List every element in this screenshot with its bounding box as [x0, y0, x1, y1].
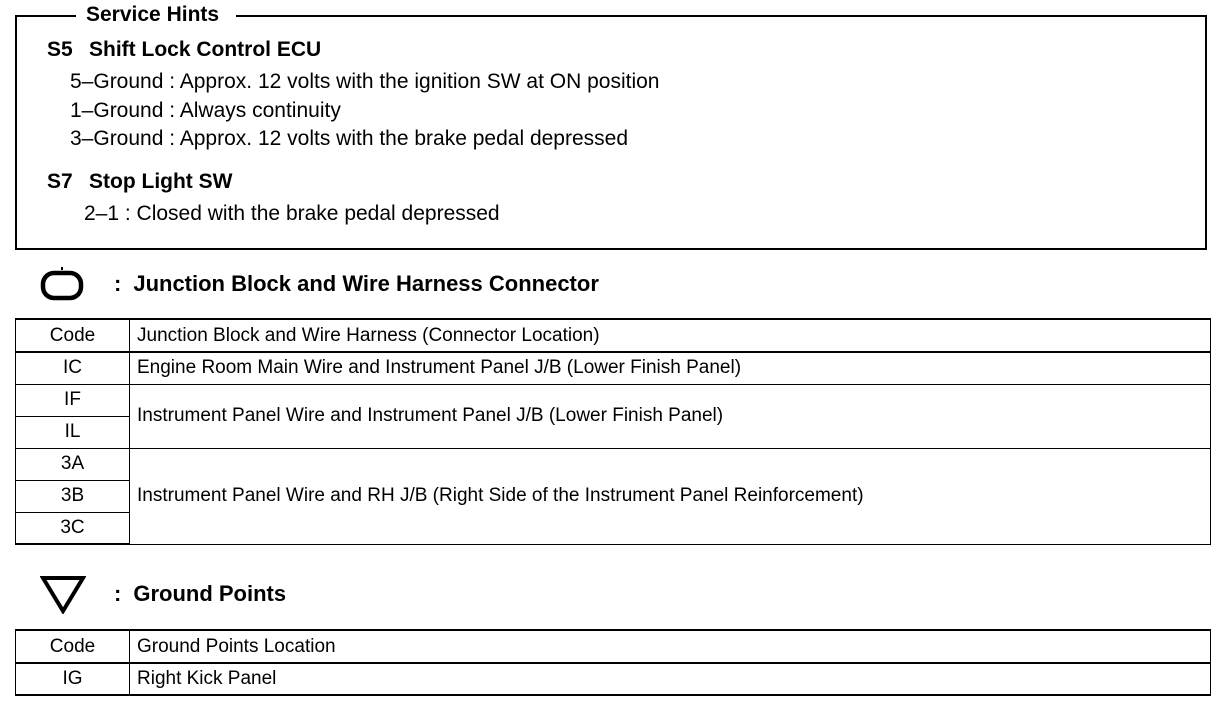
hint-line: 1–Ground : Always continuity	[70, 99, 341, 122]
table-row	[16, 663, 1211, 695]
code-cell: 3A	[16, 448, 130, 480]
table-row	[16, 448, 1211, 480]
desc-cell: Right Kick Panel	[130, 663, 1211, 695]
code-cell: IF	[16, 384, 130, 416]
column-header-desc: Junction Block and Wire Harness (Connector Location)	[130, 319, 1211, 352]
hint-line: 2–1 : Closed with the brake pedal depressed	[84, 202, 500, 225]
desc-cell: Instrument Panel Wire and Instrument Panel J/B (Lower Finish Panel)	[130, 384, 1211, 448]
desc-cell: Engine Room Main Wire and Instrument Panel J/B (Lower Finish Panel)	[130, 352, 1211, 384]
table-row	[16, 352, 1211, 384]
junction-table	[15, 318, 1211, 545]
code-cell: IL	[16, 416, 130, 448]
component-s5-heading	[47, 38, 321, 62]
ground-section-title: Ground Points	[133, 581, 287, 606]
junction-section-header	[40, 264, 599, 304]
ground-table	[15, 629, 1211, 696]
service-hints-title: Service Hints	[76, 3, 236, 27]
column-header-desc: Ground Points Location	[130, 630, 1211, 663]
hint-line: 5–Ground : Approx. 12 volts with the ignition SW at ON position	[70, 70, 660, 93]
section-colon: :	[114, 271, 122, 296]
junction-section-title: Junction Block and Wire Harness Connector	[133, 271, 599, 296]
component-code: S5	[47, 38, 73, 61]
column-header-code: Code	[16, 630, 130, 663]
component-s7-heading	[47, 170, 232, 194]
table-header-row	[16, 630, 1211, 663]
ground-section-header	[40, 574, 286, 614]
table-header-row	[16, 319, 1211, 352]
hint-line: 3–Ground : Approx. 12 volts with the brake pedal depressed	[70, 127, 629, 150]
code-cell: IG	[16, 663, 130, 695]
component-name: Stop Light SW	[89, 170, 233, 193]
rounded-rectangle-icon	[40, 264, 86, 304]
desc-cell: Instrument Panel Wire and RH J/B (Right Side of the Instrument Panel Reinforcement)	[130, 448, 1211, 544]
column-header-code: Code	[16, 319, 130, 352]
section-colon: :	[114, 581, 122, 606]
code-cell: 3B	[16, 480, 130, 512]
code-cell: IC	[16, 352, 130, 384]
down-triangle-icon	[40, 574, 86, 614]
code-cell: 3C	[16, 512, 130, 544]
table-row	[16, 384, 1211, 416]
component-code: S7	[47, 170, 73, 193]
component-name: Shift Lock Control ECU	[89, 38, 322, 61]
